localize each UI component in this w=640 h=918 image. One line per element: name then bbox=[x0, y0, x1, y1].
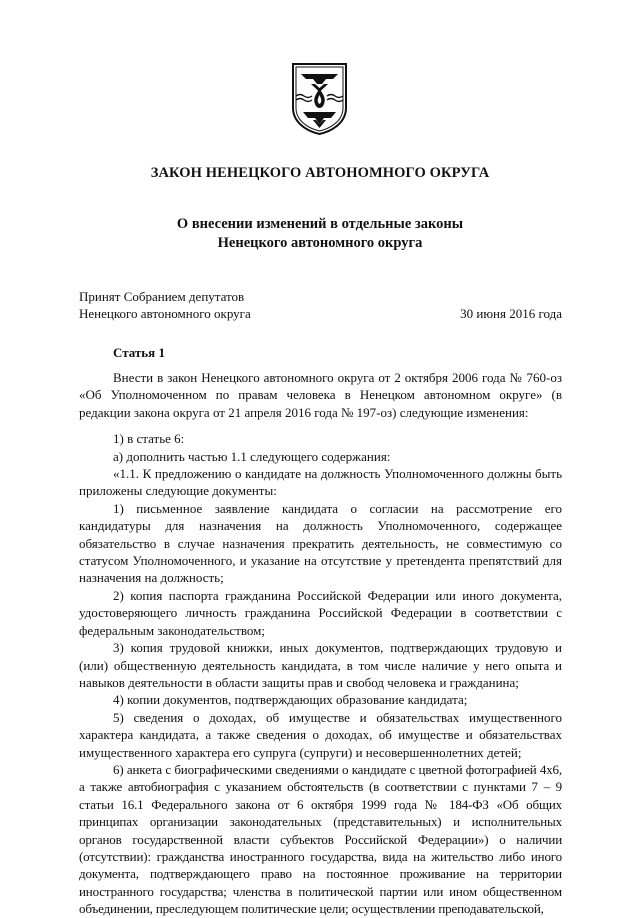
body-paragraph: Внести в закон Ненецкого автономного округа от 2 октября 2006 года № 760-оз «Об Уполномоченном по правам человека в Ненецком автономном округе» (в редакции закона округа от 21 апреля 2016 года № 197-оз) следующие изменения: bbox=[79, 370, 562, 420]
adoption-date: 30 июня 2016 года bbox=[460, 306, 562, 321]
body-paragraph: 6) анкета с биографическими сведениями о кандидате с цветной фотографией 4х6, а также автобиография с указанием обстоятельств (в соответствии с пунктами 7 – 9 статьи 16.1 Федерального закона от 6 октября 1999 года № 184-ФЗ «Об общих принципах организации законодательных (представительных) и исполнительных органов государственной власти субъектов Российской Федерации») о наличии (отсутствии): гражданства иностранного государства, вида на жительство либо иного документа, подтверждающего право на постоянное проживание на территории иностранного государства; членства в политической партии или ином общественном объединении, преследующем политические цели; осуществлении преподавательской, bbox=[79, 761, 562, 917]
body-paragraph: 5) сведения о доходах, об имуществе и обязательствах имущественного характера кандидата, а также сведения о доходах, об имуществе и обязательствах имущественного характера его супруга (супруги) и несовершеннолетних детей; bbox=[79, 709, 562, 760]
body-paragraph: а) дополнить частью 1.1 следующего содержания: bbox=[113, 448, 391, 464]
coat-of-arms-icon bbox=[291, 62, 348, 136]
body-paragraph: 4) копии документов, подтверждающих образование кандидата; bbox=[113, 692, 468, 708]
body-paragraph: 1) письменное заявление кандидата о согласии на рассмотрение его кандидатуры для назначения на должность Уполномоченного, содержащее обязательство в случае назначения прекратить деятельность, не совместимую со статусом Уполномоченного, и указание на отсутствие у претендента препятствий для назначения на должность; bbox=[79, 500, 562, 586]
law-title: ЗАКОН НЕНЕЦКОГО АВТОНОМНОГО ОКРУГА bbox=[150, 165, 490, 181]
article-heading: Статья 1 bbox=[113, 345, 165, 360]
body-paragraph: 3) копия трудовой книжки, иных документов, подтверждающих трудовую и (или) общественную деятельность кандидата, в том числе наличие у него опыта и навыков деятельности в области защиты прав и свобод человека и гражданина; bbox=[79, 640, 562, 690]
adopted-by-line1: Принят Собранием депутатов bbox=[79, 289, 245, 304]
law-subtitle-line2: Ненецкого автономного округа bbox=[217, 235, 423, 251]
body-paragraph: 1) в статье 6: bbox=[113, 431, 185, 447]
body-paragraph: «1.1. К предложению о кандидате на должность Уполномоченного должны быть приложены следующие документы: bbox=[79, 466, 562, 499]
article-body bbox=[79, 369, 562, 918]
body-paragraph: 2) копия паспорта гражданина Российской Федерации или иного документа, удостоверяющего личность гражданина Российской Федерации в соответствии с федеральным законодательством; bbox=[79, 587, 562, 638]
law-subtitle-line1: О внесении изменений в отдельные законы bbox=[176, 216, 464, 232]
adopted-by-line2: Ненецкого автономного округа bbox=[79, 306, 251, 321]
